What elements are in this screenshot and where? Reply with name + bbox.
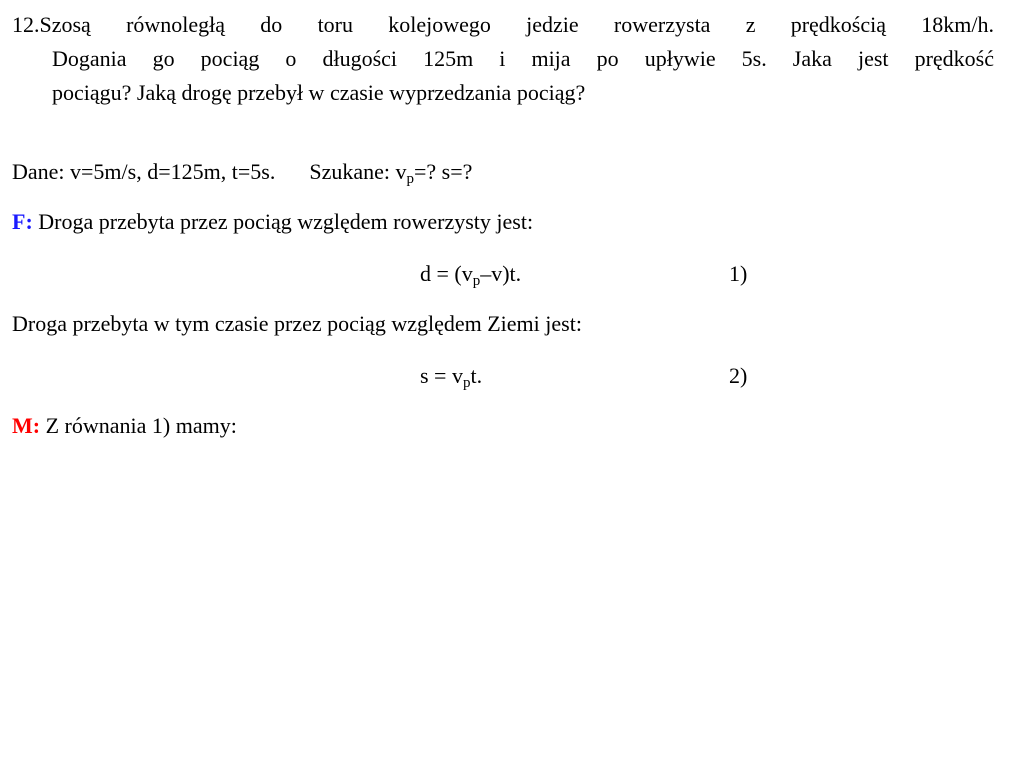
sought-suffix: =? s=? <box>413 159 473 184</box>
equation-2-subscript: p <box>462 375 471 391</box>
problem-line-3: pociągu? Jaką drogę przebył w czasie wyprzedzania pociąg? <box>52 80 586 105</box>
problem-line-1: 12.Szosą równoległą do toru kolejowego jedzie rowerzysta z prędkością 18km/h. <box>12 12 994 37</box>
problem-line-2: Dogania go pociąg o długości 125m i mija po upływie 5s. Jaka jest prędkość <box>52 46 994 71</box>
physics-text: Droga przebyta przez pociąg względem rowerzysty jest: <box>32 209 534 234</box>
physics-statement <box>12 207 533 237</box>
equation-1-number: 1) <box>729 261 748 286</box>
problem-statement <box>12 10 994 112</box>
math-text: Z równania 1) mamy: <box>40 413 237 438</box>
physics-label: F: <box>12 209 33 234</box>
equation-1 <box>420 259 521 289</box>
math-label: M: <box>12 413 41 438</box>
ground-sentence: Droga przebyta w tym czasie przez pociąg względem Ziemi jest: <box>12 311 582 336</box>
equation-2 <box>420 361 482 391</box>
given-and-sought <box>12 157 472 187</box>
equation-1-suffix: –v)t. <box>480 261 522 286</box>
equation-2-suffix: t. <box>470 363 483 388</box>
math-statement <box>12 411 237 441</box>
given-data: Dane: v=5m/s, d=125m, t=5s. <box>12 159 276 184</box>
sought-subscript: p <box>406 171 414 187</box>
equation-1-prefix: d = (v <box>420 261 473 286</box>
equation-2-number: 2) <box>729 363 748 388</box>
equation-1-subscript: p <box>472 273 481 289</box>
sought-prefix: Szukane: v <box>309 159 407 184</box>
equation-2-prefix: s = v <box>420 363 463 388</box>
